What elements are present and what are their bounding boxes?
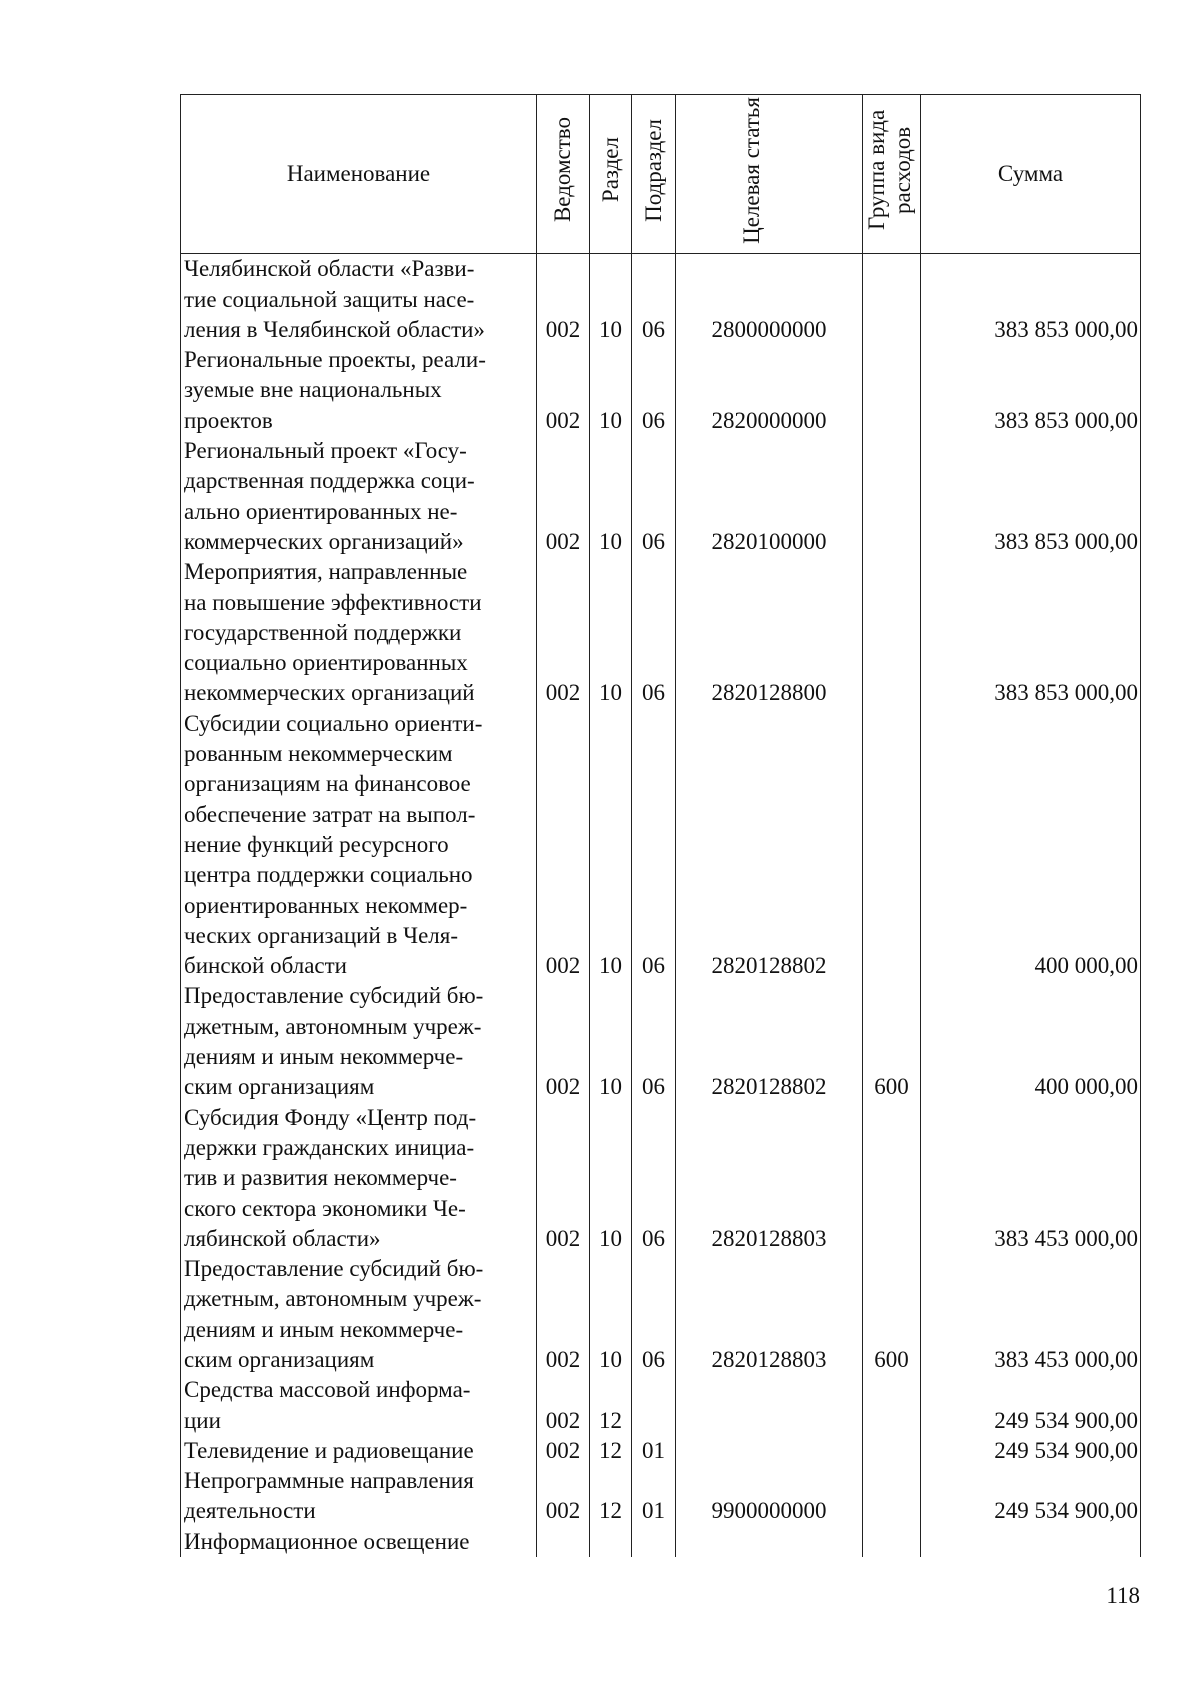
row-target-article: 9900000000 — [676, 1466, 863, 1527]
row-name-line: Мероприятия, направленные — [184, 559, 468, 585]
row-subsection — [632, 1527, 676, 1557]
row-sum: 383 853 000,00 — [921, 254, 1141, 345]
row-subsection: 06 — [632, 436, 676, 557]
row-department — [537, 1527, 590, 1557]
row-name-line: нение функций ресурсного — [184, 831, 449, 857]
row-expense-group — [863, 1103, 921, 1254]
row-name-line: Региональный проект «Госу- — [184, 438, 467, 464]
row-subsection: 06 — [632, 557, 676, 708]
row-department: 002 — [537, 345, 590, 436]
row-expense-group — [863, 1436, 921, 1466]
row-name — [181, 1103, 537, 1254]
row-section: 12 — [590, 1466, 632, 1527]
table-body — [181, 254, 1141, 1557]
row-target-article: 2820128802 — [676, 709, 863, 982]
row-target-article — [676, 1436, 863, 1466]
table-row — [181, 254, 1141, 345]
row-subsection: 06 — [632, 1103, 676, 1254]
row-name-line: организациям на финансовое — [184, 771, 471, 797]
row-name-line: проектов — [184, 407, 273, 433]
row-department: 002 — [537, 709, 590, 982]
row-department: 002 — [537, 1466, 590, 1527]
row-name-line: некоммерческих организаций — [184, 680, 475, 706]
row-name-line: держки гражданских инициа- — [184, 1134, 475, 1160]
table-row — [181, 1375, 1141, 1436]
row-department: 002 — [537, 1103, 590, 1254]
row-name-line: лябинской области» — [184, 1225, 381, 1251]
row-name-line: ления в Челябинской области» — [184, 316, 485, 342]
row-name-line: джетным, автономным учреж- — [184, 1286, 482, 1312]
header-sum: Сумма — [921, 95, 1141, 254]
row-name-line: ально ориентированных не- — [184, 498, 458, 524]
row-expense-group — [863, 557, 921, 708]
row-name-line: государственной поддержки — [184, 619, 462, 645]
row-sum: 400 000,00 — [921, 709, 1141, 982]
row-target-article: 2820128800 — [676, 557, 863, 708]
row-section: 12 — [590, 1375, 632, 1436]
row-subsection: 06 — [632, 345, 676, 436]
row-department: 002 — [537, 254, 590, 345]
row-target-article: 2820128802 — [676, 981, 863, 1102]
header-department: Ведомство — [537, 95, 590, 254]
row-target-article: 2820128803 — [676, 1254, 863, 1375]
row-name-line: ции — [184, 1407, 221, 1433]
table-row — [181, 1527, 1141, 1557]
table-row — [181, 557, 1141, 708]
row-subsection: 06 — [632, 981, 676, 1102]
row-section: 10 — [590, 436, 632, 557]
row-subsection: 06 — [632, 709, 676, 982]
row-name-line: Средства массовой информа- — [184, 1377, 471, 1403]
row-sum — [921, 1527, 1141, 1557]
row-name-line: на повышение эффективности — [184, 589, 482, 615]
row-expense-group — [863, 345, 921, 436]
table-row — [181, 1436, 1141, 1466]
row-name — [181, 345, 537, 436]
row-expense-group — [863, 1375, 921, 1436]
row-name-line: Челябинской области «Разви- — [184, 256, 475, 282]
row-subsection: 06 — [632, 1254, 676, 1375]
row-section: 10 — [590, 1103, 632, 1254]
row-name-line: ским организациям — [184, 1346, 375, 1372]
row-name-line: ским организациям — [184, 1074, 375, 1100]
row-department: 002 — [537, 436, 590, 557]
row-name-line: ческих организаций в Челя- — [184, 922, 459, 948]
row-name-line: Субсидии социально ориенти- — [184, 710, 483, 736]
row-section — [590, 1527, 632, 1557]
row-name — [181, 1436, 537, 1466]
row-name-line: ского сектора экономики Че- — [184, 1195, 466, 1221]
row-subsection: 06 — [632, 254, 676, 345]
row-expense-group — [863, 1527, 921, 1557]
row-name — [181, 981, 537, 1102]
header-name: Наименование — [181, 95, 537, 254]
row-sum: 383 453 000,00 — [921, 1103, 1141, 1254]
row-expense-group — [863, 1466, 921, 1527]
row-section: 10 — [590, 254, 632, 345]
row-name — [181, 436, 537, 557]
row-section: 10 — [590, 557, 632, 708]
row-name-line: Информационное освещение — [184, 1528, 470, 1554]
table-row — [181, 709, 1141, 982]
row-expense-group — [863, 436, 921, 557]
table-row — [181, 1103, 1141, 1254]
table-header-row — [181, 95, 1141, 254]
row-name-line: Предоставление субсидий бю- — [184, 1256, 484, 1282]
row-target-article — [676, 1375, 863, 1436]
row-subsection — [632, 1375, 676, 1436]
table-row — [181, 1466, 1141, 1527]
table-row — [181, 981, 1141, 1102]
page-number: 118 — [1106, 1583, 1140, 1608]
header-subsection: Подраздел — [632, 95, 676, 254]
row-name-line: дениям и иным некоммерче- — [184, 1316, 464, 1342]
row-section: 10 — [590, 1254, 632, 1375]
row-sum: 383 853 000,00 — [921, 557, 1141, 708]
row-name-line: зуемые вне национальных — [184, 377, 442, 403]
row-target-article: 2820128803 — [676, 1103, 863, 1254]
row-section: 12 — [590, 1436, 632, 1466]
table-row — [181, 345, 1141, 436]
row-name — [181, 1527, 537, 1557]
row-name-line: центра поддержки социально — [184, 862, 473, 888]
table-row — [181, 1254, 1141, 1375]
row-name — [181, 1254, 537, 1375]
row-department: 002 — [537, 1254, 590, 1375]
row-expense-group: 600 — [863, 1254, 921, 1375]
row-name-line: тив и развития некоммерче- — [184, 1165, 457, 1191]
row-name-line: дениям и иным некоммерче- — [184, 1044, 464, 1070]
row-section: 10 — [590, 709, 632, 982]
row-sum: 383 853 000,00 — [921, 436, 1141, 557]
header-expense-group: Группа вида расходов — [863, 95, 921, 254]
row-target-article: 2800000000 — [676, 254, 863, 345]
row-name-line: коммерческих организаций» — [184, 528, 464, 554]
row-name-line: обеспечение затрат на выпол- — [184, 801, 476, 827]
row-name-line: Телевидение и радиовещание — [184, 1437, 474, 1463]
header-target-article: Целевая статья — [676, 95, 863, 254]
row-target-article: 2820000000 — [676, 345, 863, 436]
row-department: 002 — [537, 1375, 590, 1436]
row-sum: 383 453 000,00 — [921, 1254, 1141, 1375]
row-name-line: деятельности — [184, 1498, 316, 1524]
row-name — [181, 254, 537, 345]
row-name-line: Предоставление субсидий бю- — [184, 983, 484, 1009]
row-name-line: социально ориентированных — [184, 650, 468, 676]
row-name — [181, 557, 537, 708]
row-name-line: Региональные проекты, реали- — [184, 347, 486, 373]
row-target-article — [676, 1527, 863, 1557]
row-department: 002 — [537, 1436, 590, 1466]
row-name-line: рованным некоммерческим — [184, 741, 453, 767]
row-name — [181, 1375, 537, 1436]
row-sum: 383 853 000,00 — [921, 345, 1141, 436]
row-name-line: Непрограммные направления — [184, 1468, 474, 1494]
row-sum: 249 534 900,00 — [921, 1436, 1141, 1466]
row-section: 10 — [590, 981, 632, 1102]
row-sum: 400 000,00 — [921, 981, 1141, 1102]
table-row — [181, 436, 1141, 557]
row-expense-group — [863, 709, 921, 982]
row-subsection: 01 — [632, 1436, 676, 1466]
row-sum: 249 534 900,00 — [921, 1466, 1141, 1527]
row-expense-group: 600 — [863, 981, 921, 1102]
header-section: Раздел — [590, 95, 632, 254]
row-name-line: ориентированных некоммер- — [184, 892, 468, 918]
row-name-line: Субсидия Фонду «Центр под- — [184, 1104, 477, 1130]
row-name-line: дарственная поддержка соци- — [184, 468, 475, 494]
budget-table — [180, 94, 1141, 1557]
row-department: 002 — [537, 557, 590, 708]
row-subsection: 01 — [632, 1466, 676, 1527]
row-name — [181, 1466, 537, 1527]
row-name-line: тие социальной защиты насе- — [184, 286, 475, 312]
row-expense-group — [863, 254, 921, 345]
row-section: 10 — [590, 345, 632, 436]
row-name-line: джетным, автономным учреж- — [184, 1013, 482, 1039]
row-target-article: 2820100000 — [676, 436, 863, 557]
row-sum: 249 534 900,00 — [921, 1375, 1141, 1436]
row-department: 002 — [537, 981, 590, 1102]
row-name — [181, 709, 537, 982]
row-name-line: бинской области — [184, 953, 347, 979]
